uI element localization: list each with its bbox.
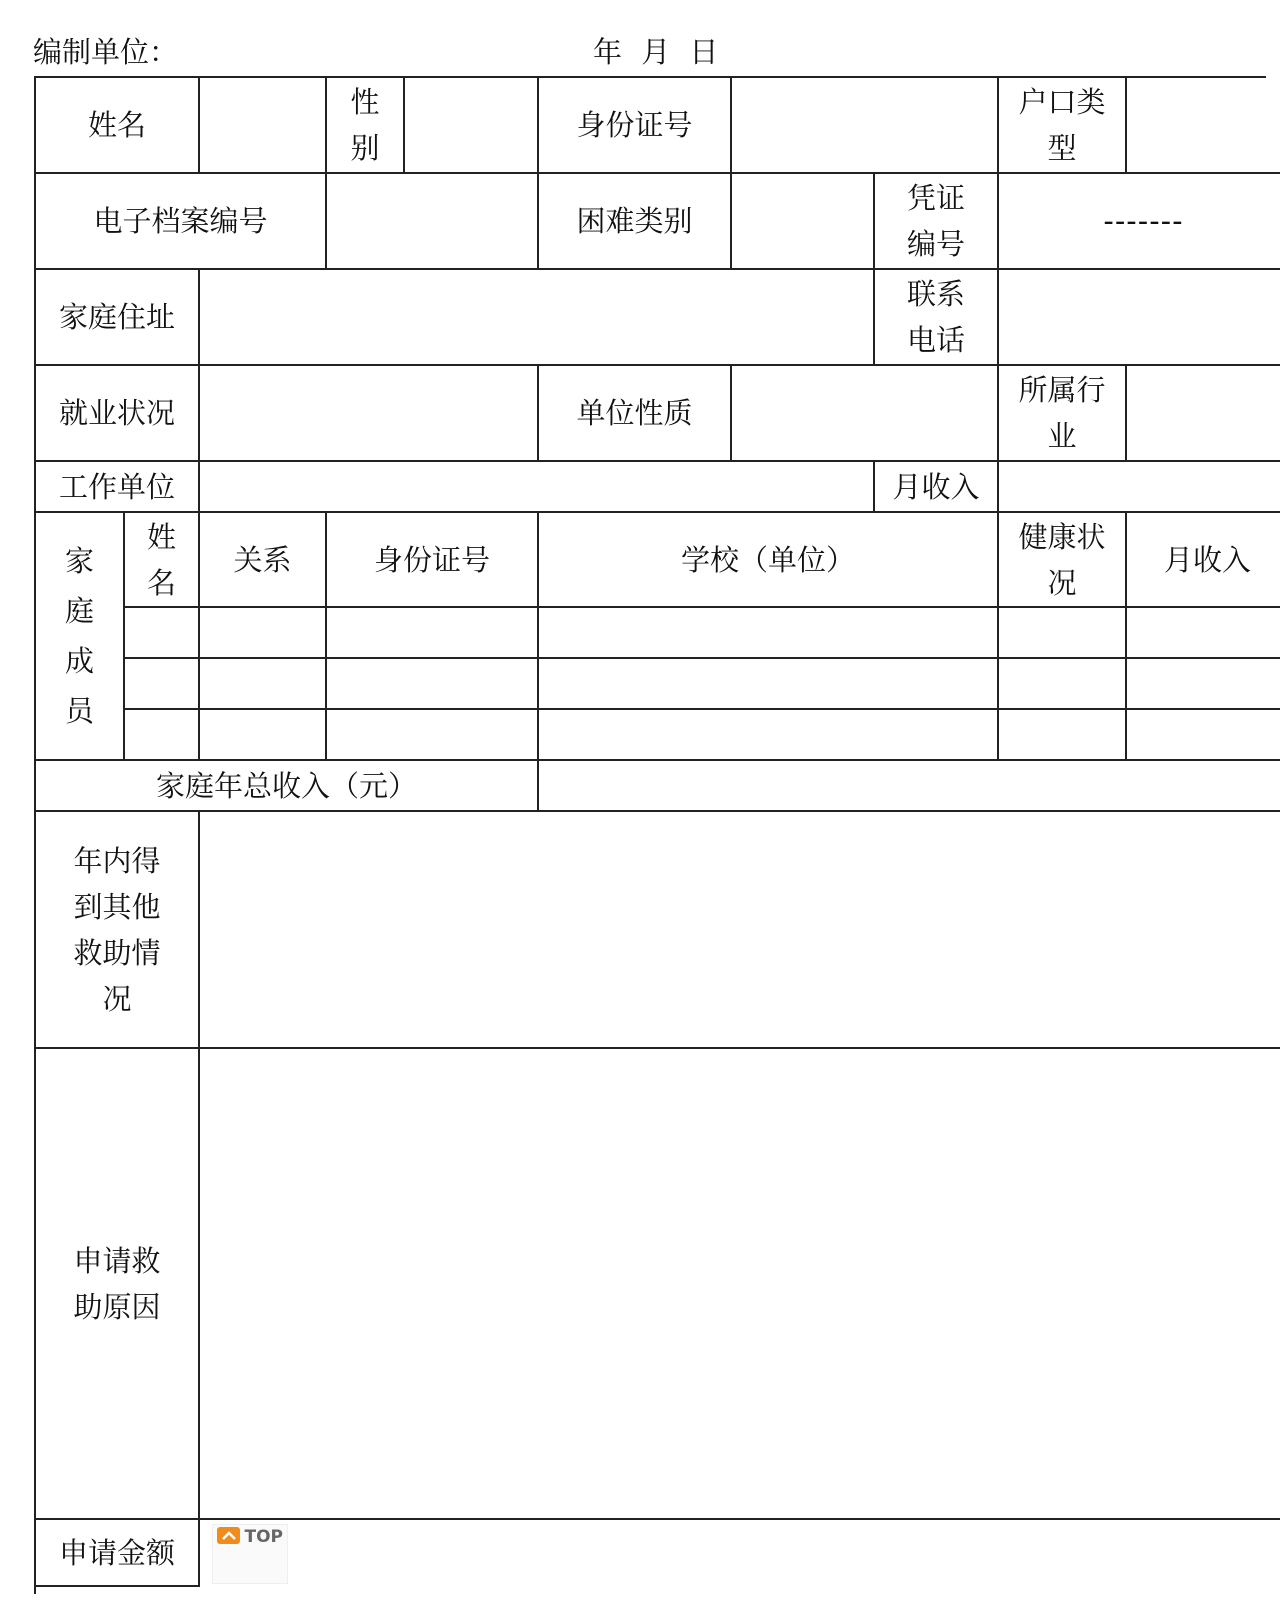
voucher-no-label: 凭证编号 [875,174,999,270]
member-cell[interactable] [1127,659,1280,710]
id-number-value[interactable] [732,78,999,174]
member-cell[interactable] [327,608,539,659]
monthly-income-label: 月收入 [875,462,999,513]
member-cell[interactable] [125,710,200,761]
id-number-label: 身份证号 [539,78,732,174]
member-cell[interactable] [125,659,200,710]
unit-nature-label: 单位性质 [539,366,732,462]
member-relation-header: 关系 [200,513,327,608]
unit-nature-value[interactable] [732,366,999,462]
chevron-up-icon [217,1527,240,1544]
member-cell[interactable] [539,659,999,710]
member-cell[interactable] [200,608,327,659]
phone-value[interactable] [999,270,1280,366]
hukou-type-value[interactable] [1127,78,1280,174]
header-date-label: 年 月 日 [593,35,719,69]
header-unit-label: 编制单位： [33,35,179,69]
family-members-label [36,513,125,761]
member-school-header: 学校（单位） [539,513,999,608]
address-value[interactable] [200,270,875,366]
member-cell[interactable] [200,659,327,710]
member-health-header: 健康状况 [999,513,1127,608]
annual-income-value[interactable] [539,761,1280,812]
difficulty-type-label: 困难类别 [539,174,732,270]
other-aid-value[interactable] [200,812,1280,1049]
member-cell[interactable] [327,710,539,761]
other-aid-label: 年内得到其他救助情况 [36,812,200,1049]
family-members-char: 庭 [64,594,94,628]
member-cell[interactable] [999,710,1127,761]
phone-label: 联系电话 [875,270,999,366]
archive-no-value[interactable] [327,174,539,270]
member-cell[interactable] [125,608,200,659]
family-members-char: 成 [64,644,94,678]
back-to-top-label: TOP [244,1527,283,1547]
family-members-char: 员 [64,694,94,728]
member-cell[interactable] [539,710,999,761]
member-cell[interactable] [999,659,1127,710]
member-name-header: 姓名 [125,513,200,608]
industry-label: 所属行业 [999,366,1127,462]
work-unit-label: 工作单位 [36,462,200,513]
name-value[interactable] [200,78,327,174]
member-cell[interactable] [1127,710,1280,761]
gender-value[interactable] [405,78,539,174]
apply-amount-label: 申请金额 [36,1520,200,1587]
annual-income-label: 家庭年总收入（元） [36,761,539,812]
gender-label: 性别 [327,78,405,174]
difficulty-type-value[interactable] [732,174,875,270]
back-to-top-button[interactable] [212,1524,288,1584]
member-cell[interactable] [539,608,999,659]
apply-reason-label: 申请救助原因 [36,1049,200,1520]
aid-application-form [34,76,1266,1594]
apply-reason-value[interactable] [200,1049,1280,1520]
employment-value[interactable] [200,366,539,462]
work-unit-value[interactable] [200,462,875,513]
member-id-header: 身份证号 [327,513,539,608]
hukou-type-label: 户口类型 [999,78,1127,174]
monthly-income-value[interactable] [999,462,1280,513]
member-cell[interactable] [1127,608,1280,659]
family-members-char: 家 [64,544,94,578]
address-label: 家庭住址 [36,270,200,366]
member-cell[interactable] [327,659,539,710]
industry-value[interactable] [1127,366,1280,462]
employment-label: 就业状况 [36,366,200,462]
archive-no-label: 电子档案编号 [36,174,327,270]
member-cell[interactable] [999,608,1127,659]
member-cell[interactable] [200,710,327,761]
voucher-no-value[interactable]: ------- [999,174,1280,270]
apply-amount-area [200,1520,1280,1587]
name-label: 姓名 [36,78,200,174]
member-income-header: 月收入 [1127,513,1280,608]
